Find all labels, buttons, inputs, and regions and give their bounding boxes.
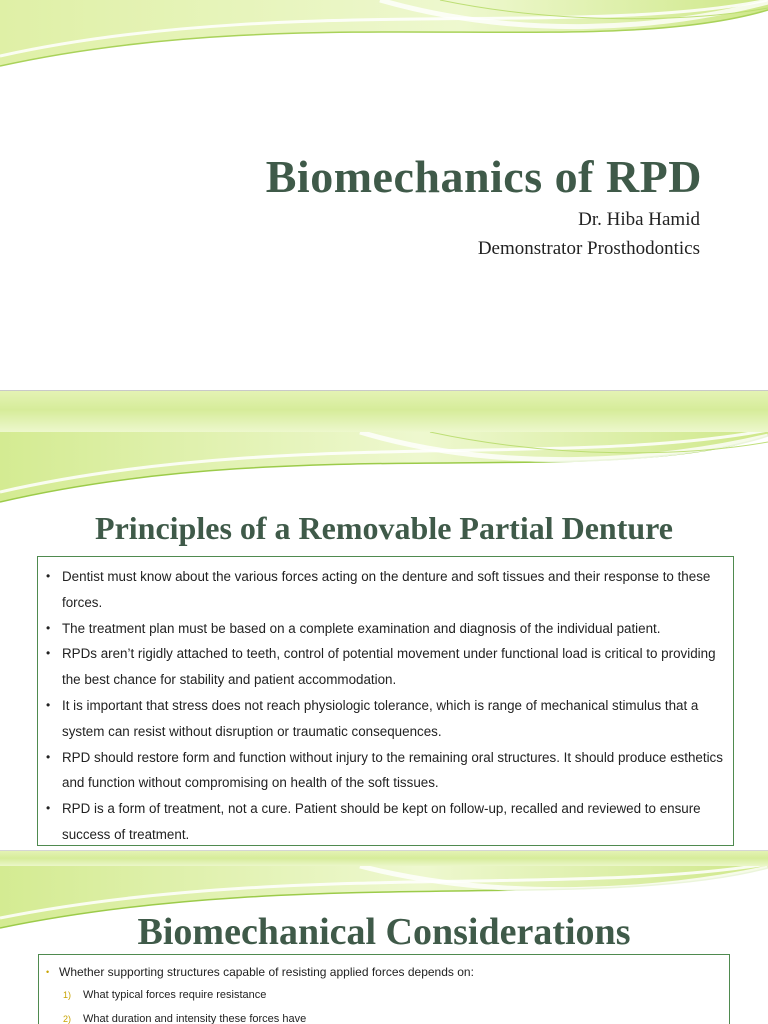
slide-divider xyxy=(0,390,768,433)
considerations-slide xyxy=(0,866,768,1024)
considerations-list xyxy=(45,983,721,1024)
author-role: Demonstrator Prosthodontics xyxy=(477,238,700,259)
bullet-icon: • xyxy=(46,749,51,764)
item-number: 2) xyxy=(63,1014,72,1024)
list-item: • RPD is a form of treatment, not a cure. Patient should be kept on follow-up, recalled and reviewed to ensure success of treatment. xyxy=(44,796,725,848)
slide-title: Biomechanical Considerations xyxy=(137,911,631,953)
bullet-icon: • xyxy=(46,620,51,635)
slide-title: Principles of a Removable Partial Denture xyxy=(95,510,673,546)
list-item: • RPDs aren’t rigidly attached to teeth, control of potential movement under functional load is critical to providing the best chance for stability and patient accommodation. xyxy=(44,641,725,693)
list-item: • Dentist must know about the various forces acting on the denture and soft tissues and their response to these forces. xyxy=(44,564,725,616)
list-item: • The treatment plan must be based on a complete examination and diagnosis of the individual patient. xyxy=(44,616,725,642)
author-name: Dr. Hiba Hamid xyxy=(578,209,700,230)
item-text: What typical forces require resistance xyxy=(83,989,267,1001)
considerations-content-box xyxy=(38,954,730,1024)
bullet-icon: • xyxy=(46,967,50,977)
bullet-icon: • xyxy=(46,801,51,816)
lead-bullet xyxy=(45,961,721,983)
slide-divider xyxy=(0,850,768,867)
slide-header-wave xyxy=(0,0,768,80)
principles-content-box xyxy=(37,556,734,846)
slide-header-wave xyxy=(0,432,768,512)
list-item: • It is important that stress does not reach physiologic tolerance, which is range of mechanical stimulus that a system can resist without disruption or traumatic consequences. xyxy=(44,693,725,745)
list-item xyxy=(45,983,721,1007)
presentation-title: Biomechanics of RPD xyxy=(265,151,702,202)
bullet-icon: • xyxy=(46,569,51,583)
list-item xyxy=(45,1007,721,1024)
bullet-icon: • xyxy=(46,646,51,661)
title-slide xyxy=(0,0,768,390)
item-number: 1) xyxy=(63,990,72,1000)
bullet-icon: • xyxy=(46,697,51,712)
principles-slide xyxy=(0,432,768,850)
lead-text: Whether supporting structures capable of resisting applied forces depends on: xyxy=(59,965,474,979)
list-item: • RPD should restore form and function without injury to the remaining oral structures. It should produce esthetics and function without compromising on health of the soft tissues. xyxy=(44,745,725,797)
principles-list xyxy=(44,564,725,848)
item-text: What duration and intensity these forces have xyxy=(83,1013,307,1024)
